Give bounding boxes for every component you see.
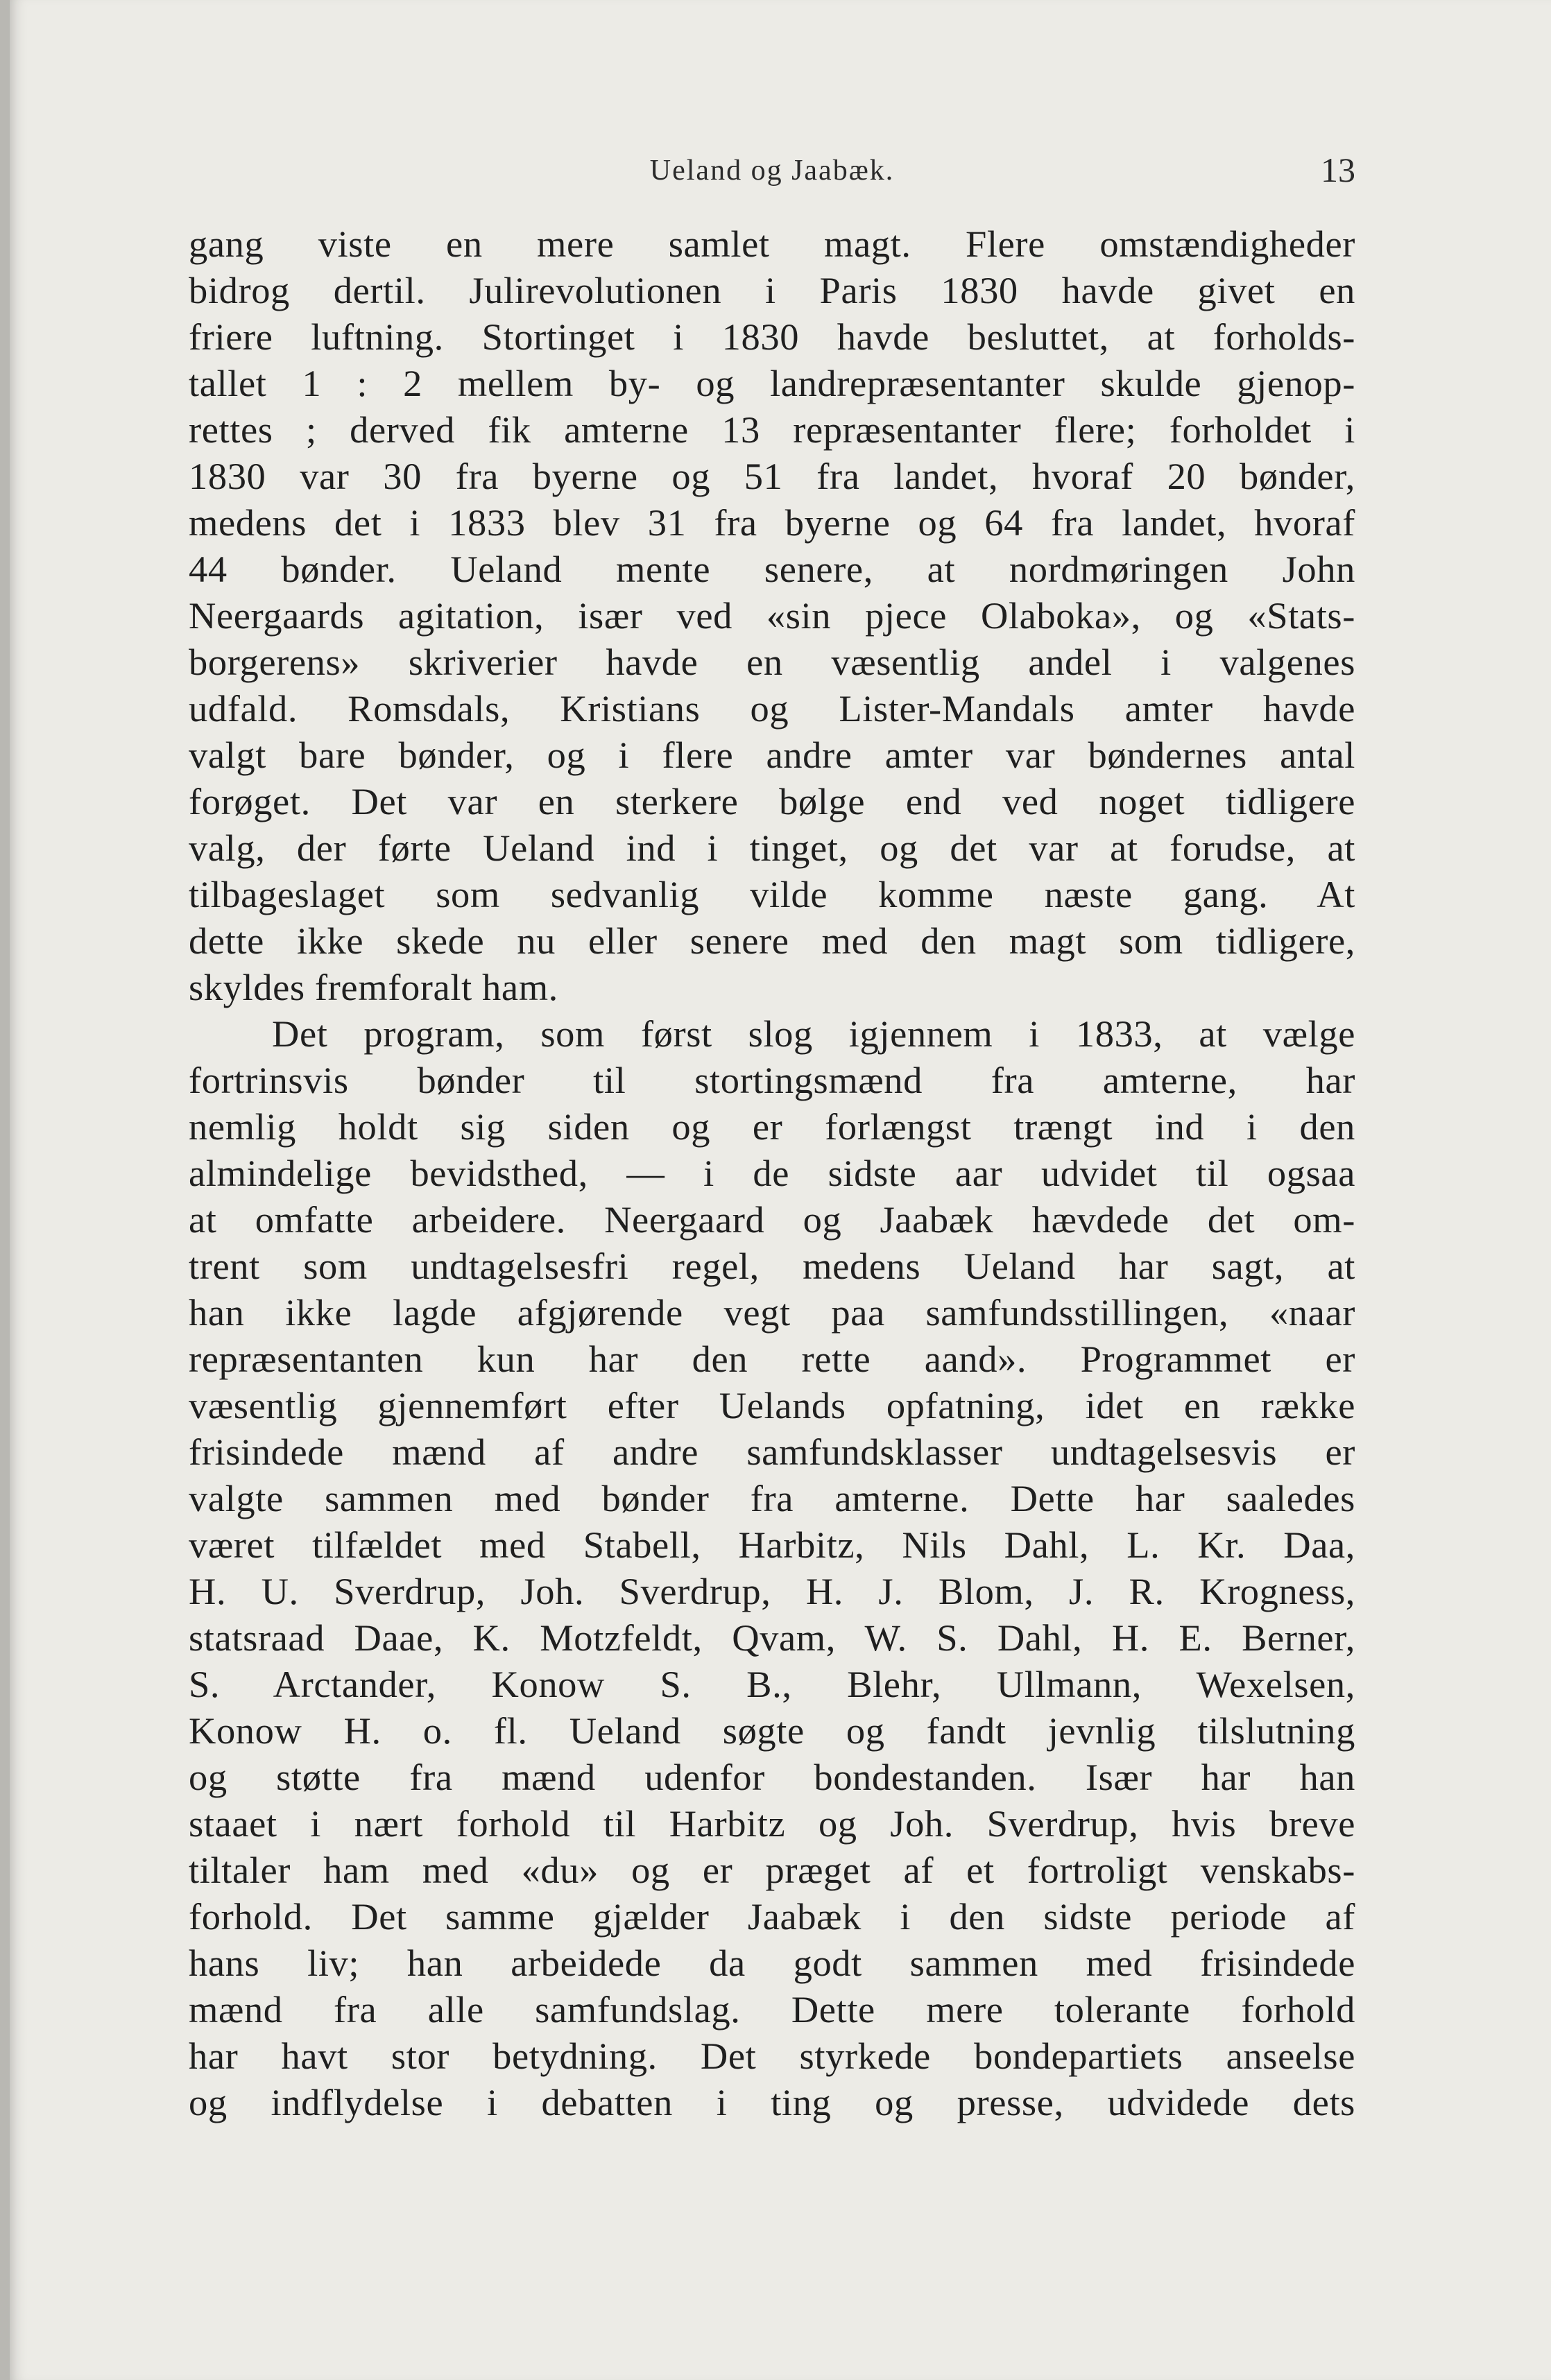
text-line: han ikke lagde afgjørende vegt paa samfundsstillingen, «naar	[189, 1291, 1355, 1334]
text-line: og indflydelse i debatten i ting og presse, udvidede dets	[189, 2081, 1355, 2123]
text-line: hans liv; han arbeidede da godt sammen med frisindede	[189, 1942, 1355, 1984]
text-line: frisindede mænd af andre samfundsklasser undtagelsesvis er	[189, 1431, 1355, 1473]
text-line: Neergaards agitation, især ved «sin pjece Olaboka», og «Stats-	[189, 594, 1355, 637]
body-text	[189, 221, 1355, 2125]
text-line: fortrinsvis bønder til stortingsmænd fra amterne, har	[189, 1059, 1355, 1101]
text-line: gang viste en mere samlet magt. Flere omstændigheder	[189, 223, 1355, 265]
page-header	[189, 150, 1355, 196]
text-line: valgte sammen med bønder fra amterne. Dette har saaledes	[189, 1477, 1355, 1519]
text-line: 44 bønder. Ueland mente senere, at nordmøringen John	[189, 548, 1355, 590]
text-line: forhold. Det samme gjælder Jaabæk i den sidste periode af	[189, 1895, 1355, 1938]
text-line: Konow H. o. fl. Ueland søgte og fandt jevnlig tilslutning	[189, 1709, 1355, 1752]
text-line: valg, der førte Ueland ind i tinget, og det var at forudse, at	[189, 827, 1355, 869]
text-line: tallet 1 : 2 mellem by- og landrepræsentanter skulde gjenop-	[189, 362, 1355, 404]
text-line: staaet i nært forhold til Harbitz og Joh. Sverdrup, hvis breve	[189, 1802, 1355, 1845]
text-line: og støtte fra mænd udenfor bondestanden. Især har han	[189, 1756, 1355, 1798]
text-line: rettes ; derved fik amterne 13 repræsentanter flere; forholdet i	[189, 408, 1355, 451]
text-line: borgerens» skriverier havde en væsentlig andel i valgenes	[189, 641, 1355, 683]
text-line: 1830 var 30 fra byerne og 51 fra landet, hvoraf 20 bønder,	[189, 455, 1355, 497]
text-line: at omfatte arbeidere. Neergaard og Jaabæk hævdede det om-	[189, 1198, 1355, 1241]
text-line: friere luftning. Stortinget i 1830 havde besluttet, at forholds-	[189, 316, 1355, 358]
page-number: 13	[1321, 150, 1355, 189]
text-line: S. Arctander, Konow S. B., Blehr, Ullmann, Wexelsen,	[189, 1663, 1355, 1705]
text-line: medens det i 1833 blev 31 fra byerne og 64 fra landet, hvoraf	[189, 501, 1355, 544]
text-line: bidrog dertil. Julirevolutionen i Paris 1830 havde givet en	[189, 269, 1355, 311]
text-line: tiltaler ham med «du» og er præget af et fortroligt venskabs-	[189, 1849, 1355, 1891]
text-line: væsentlig gjennemført efter Uelands opfatning, idet en række	[189, 1384, 1355, 1426]
text-line: trent som undtagelsesfri regel, medens Ueland har sagt, at	[189, 1245, 1355, 1287]
text-line: mænd fra alle samfundslag. Dette mere tolerante forhold	[189, 1988, 1355, 2030]
text-line: har havt stor betydning. Det styrkede bondepartiets anseelse	[189, 2035, 1355, 2077]
text-line: almindelige bevidsthed, — i de sidste aar udvidet til ogsaa	[189, 1152, 1355, 1194]
paragraph-end-line: skyldes fremforalt ham.	[189, 966, 558, 1008]
text-line: nemlig holdt sig siden og er forlængst trængt ind i den	[189, 1105, 1355, 1148]
text-line: H. U. Sverdrup, Joh. Sverdrup, H. J. Blom, J. R. Krogness,	[189, 1570, 1355, 1612]
text-line: forøget. Det var en sterkere bølge end ved noget tidligere	[189, 780, 1355, 822]
text-line: været tilfældet med Stabell, Harbitz, Nils Dahl, L. Kr. Daa,	[189, 1524, 1355, 1566]
running-head: Ueland og Jaabæk.	[649, 155, 895, 187]
paragraph-start-line: Det program, som først slog igjennem i 1833, at vælge	[272, 1012, 1355, 1055]
text-line: valgt bare bønder, og i flere andre amter var bøndernes antal	[189, 734, 1355, 776]
text-line: dette ikke skede nu eller senere med den magt som tidligere,	[189, 920, 1355, 962]
text-line: repræsentanten kun har den rette aand». Programmet er	[189, 1338, 1355, 1380]
text-line: tilbageslaget som sedvanlig vilde komme næste gang. At	[189, 873, 1355, 915]
text-line: statsraad Daae, K. Motzfeldt, Qvam, W. S. Dahl, H. E. Berner,	[189, 1616, 1355, 1659]
page-binding-edge	[0, 0, 10, 2380]
book-page	[10, 0, 1551, 2380]
text-line: udfald. Romsdals, Kristians og Lister-Mandals amter havde	[189, 687, 1355, 730]
